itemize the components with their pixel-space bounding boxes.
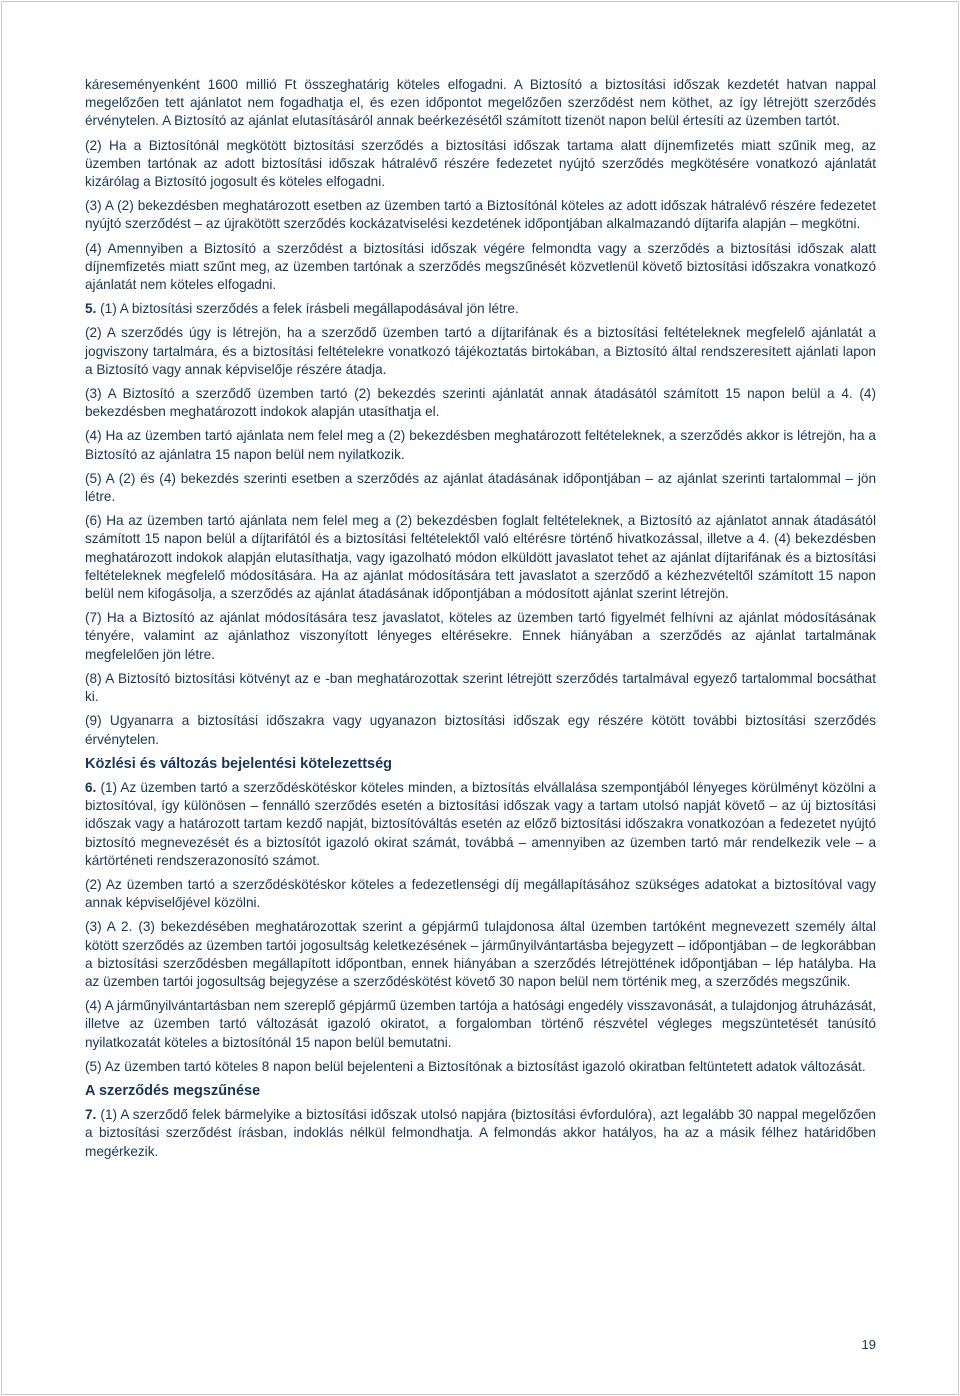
paragraph <box>85 1106 876 1161</box>
paragraph: (8) A Biztosító biztosítási kötvényt az e -ban meghatározottak szerint létrejött szerződés tartalmával egyező tartalommal bocsáthat ki. <box>85 670 876 705</box>
paragraph-text: (1) A szerződő felek bármelyike a biztosítási időszak utolsó napjára (biztosítási évfordulóra), azt legalább 30 nappal megelőzően a biztosítási szerződést írásban, indoklás nélkül felmondhatja. A felmondás akkor hatályos, ha az a másik félhez határidőben megérkezik. <box>85 1107 876 1159</box>
paragraph: (3) A (2) bekezdésben meghatározott esetben az üzemben tartó a Biztosítónál köteles az adott időszak hátralévő részére fedezetet nyújtó szerződést – az újrakötött szerződés kockázatviselési kezdetének időpontjában alkalmazandó díjtarifa alapján – megkötni. <box>85 198 876 232</box>
paragraph: (2) Az üzemben tartó a szerződéskötéskor köteles a fedezetlenségi díj megállapításához szükséges adatokat a biztosítóval vagy annak képviselőjével közölni. <box>85 876 876 911</box>
paragraph <box>85 779 876 870</box>
paragraph: (5) A (2) és (4) bekezdés szerinti esetben a szerződés az ajánlat átadásának időpontjában – az ajánlat szerinti tartalommal – jön létre. <box>85 470 876 505</box>
paragraph: káreseményenként 1600 millió Ft összeghatárig köteles elfogadni. A Biztosító a biztosítási időszak kezdetét hatvan nappal megelőzően tett ajánlatot nem fogadhatja el, és ezen időpontot megelőzően szerződést nem köthet, az így létrejött szerződés érvénytelen. A Biztosító az ajánlat elutasításáról annak beérkezésétől számított tizenöt napon belül értesíti az üzemben tartót. <box>85 77 876 129</box>
paragraph: (7) Ha a Biztosító az ajánlat módosítására tesz javaslatot, köteles az üzemben tartó figyelmét felhívni az ajánlat módosításának tényére, valamint az ajánlathoz viszonyított lényeges eltérésekre. Ennek hiányában a szerződés az ajánlat tartalmának megfelelően jön létre. <box>85 610 876 662</box>
section-number: 6. <box>85 779 101 795</box>
paragraph: (3) A Biztosító a szerződő üzemben tartó (2) bekezdés szerinti ajánlatát annak átadásától számított 15 napon belül a 4. (4) bekezdésben meghatározott indokok alapján utasíthatja el. <box>85 386 876 420</box>
paragraph-text: (1) A biztosítási szerződés a felek írásbeli megállapodásával jön létre. <box>100 301 519 317</box>
paragraph: (4) Amennyiben a Biztosító a szerződést a biztosítási időszak végére felmondta vagy a szerződés a biztosítási időszak alatt díjnemfizetés miatt szűnt meg, az üzemben tartónak a szerződés megszűnését közvetlenül követő biztosítási időszakra vonatkozó ajánlatát nem köteles elfogadni. <box>85 240 876 293</box>
paragraph: (5) Az üzemben tartó köteles 8 napon belül bejelenteni a Biztosítónak a biztosítást igazoló okiratban feltüntetett adatok változását. <box>85 1058 866 1074</box>
paragraph: (6) Ha az üzemben tartó ajánlata nem felel meg a (2) bekezdésben foglalt feltételeknek, a Biztosító az ajánlatot annak átadásától számított 15 napon belül a díjtarifától és a biztosítási feltételektől való eltérésre történő hivatkozással, illetve a 4. (4) bekezdésben meghatározott indokok alapján elutasíthatja, vagy igazolható módon elküldött javaslatot tehet az ajánlat díjtarifának és a biztosítási feltételeknek megfelelő módosítására. Ha az ajánlat módosítására tett javaslatot a szerződő a kézhezvételtől számított 15 napon belül nem kifogásolja, a szerződés az ajánlat átadásának időpontjában a módosított ajánlat szerint létrejön. <box>85 513 876 602</box>
paragraph: (9) Ugyanarra a biztosítási időszakra vagy ugyanazon biztosítási időszak egy részére kötött további biztosítási szerződés érvénytelen. <box>85 713 876 747</box>
paragraph: (4) A járműnyilvántartásban nem szereplő gépjármű üzemben tartója a hatósági engedély visszavonását, a tulajdonjog átruházását, illetve az üzemben tartó változását igazoló okiratot, a forgalomban történő részvétel végleges megszüntetését tanúsító nyilatkozatát köteles a biztosítónál 15 napon belül bemutatni. <box>85 998 876 1050</box>
paragraph: (4) Ha az üzemben tartó ajánlata nem felel meg a (2) bekezdésben meghatározott feltételeknek, a szerződés akkor is létrejön, ha a Biztosító az ajánlatra 15 napon belül nem nyilatkozik. <box>85 428 876 462</box>
paragraph: (3) A 2. (3) bekezdésében meghatározottak szerint a gépjármű tulajdonosa által üzemben tartóként megnevezett személy által kötött szerződés az üzemben tartói jogosultság keletkezésének – járműnyilvántartásba bejegyzett – időpontjában – de legkorábban a biztosítási szerződésben megállapított időpontban, ennek hiányában a szerződés létrejöttének időpontjában – lép hatályba. Ha az üzemben tartói jogosultság bejegyzése a szerződéskötést követő 30 napon belül nem történik meg, a szerződés megszűnik. <box>85 919 876 989</box>
document-body <box>85 76 876 1167</box>
section-number: 7. <box>85 1107 101 1123</box>
paragraph: (2) Ha a Biztosítónál megkötött biztosítási szerződés a biztosítási időszak tartama alatt díjnemfizetés miatt szűnik meg, az üzemben tartónak az adott biztosítási időszak hátralévő részére fedezetet nyújtó szerződés megkötésére vonatkozó ajánlatát kizárólag a Biztosító jogosult és köteles elfogadni. <box>85 137 876 190</box>
section-number: 5. <box>85 301 101 317</box>
paragraph: (2) A szerződés úgy is létrejön, ha a szerződő üzemben tartó a díjtarifának és a biztosítási feltételeknek megfelelő ajánlatát a jogviszony tartalmára, és a biztosítási feltételekre vonatkozó tájékoztatás birtokában, a Biztosító által rendszeresített ajánlati lapon a Biztosító vagy annak képviselője részére átadja. <box>85 325 876 377</box>
paragraph-text: (1) Az üzemben tartó a szerződéskötéskor köteles minden, a biztosítás elvállalása szempontjából lényeges körülményt közölni a biztosítóval, így különösen – fennálló szerződés esetén a biztosítási időszak vagy a tartam utolsó napját követő – az új biztosítási időszak vagy a határozott tartam kezdő napját, biztosítóváltás esetén az előző biztosítási időszakra vonatkozóan a fedezetet nyújtó biztosító megnevezését és a biztosítót igazoló okirat számát, továbbá – amennyiben az üzemben tartó már rendelkezik vele – a kártörténeti rendszerazonosító számot. <box>85 779 876 868</box>
paragraph <box>85 300 876 318</box>
page-number: 19 <box>861 1337 876 1352</box>
section-heading: A szerződés megszűnése <box>85 1082 261 1099</box>
section-heading: Közlési és változás bejelentési kötelezettség <box>85 755 393 772</box>
